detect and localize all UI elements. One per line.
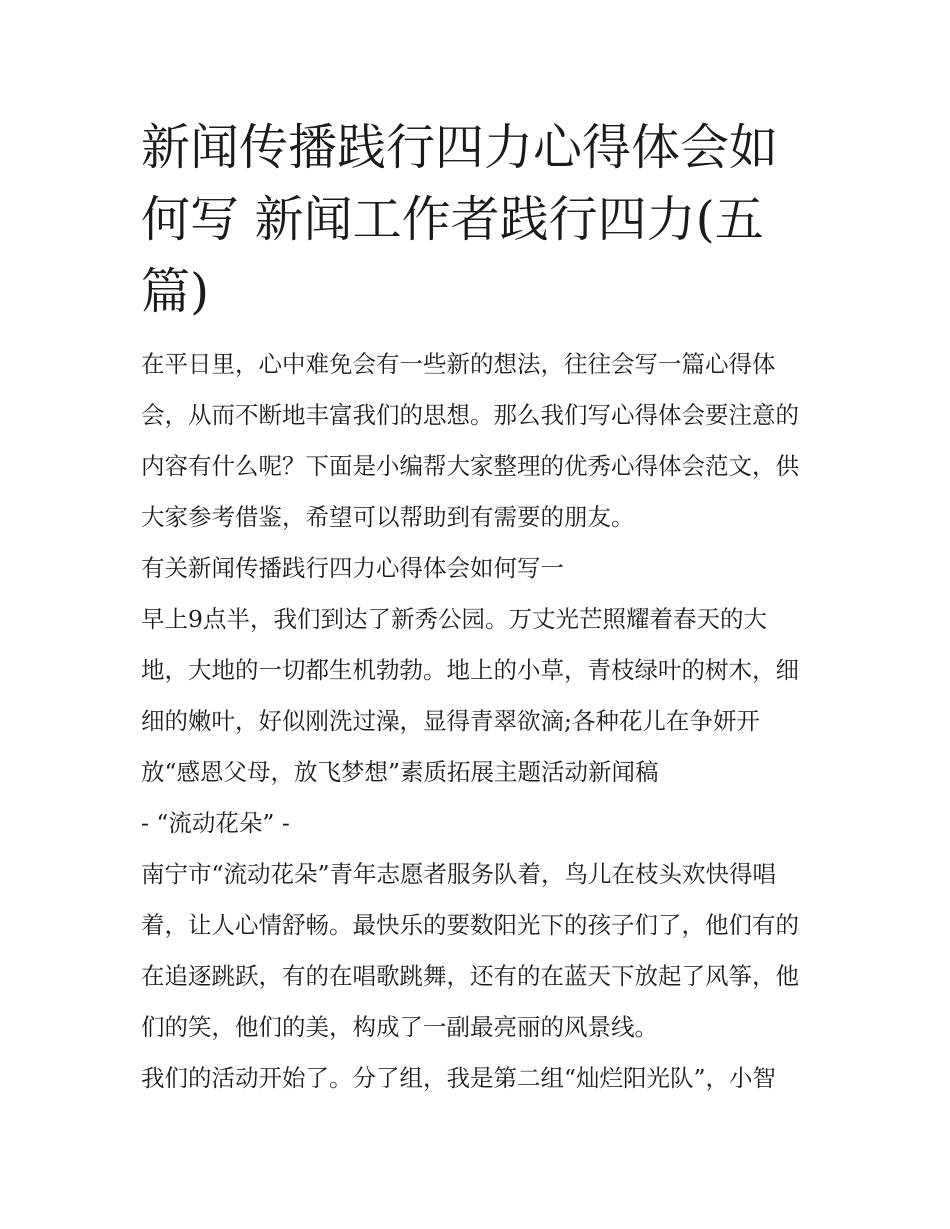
section-heading: 有关新闻传播践行四力心得体会如何写一	[141, 554, 564, 582]
body-paragraph: 我们的活动开始了。分了组，我是第二组“灿烂阳光队”，小智	[141, 1064, 777, 1092]
body-paragraph: 早上9点半，我们到达了新秀公园。万丈光芒照耀着春天的大地，大地的一切都生机勃勃。地上的小草，青枝绿叶的树木，细细的嫩叶，好似刚洗过澡，显得青翠欲滴;各种花儿在争妍开放“感恩父母，放飞梦想”素质拓展主题活动新闻稿	[141, 605, 799, 786]
document-body	[141, 339, 813, 1104]
document-page	[141, 112, 813, 1104]
subheading-paragraph: - “流动花朵” -	[141, 809, 290, 837]
body-paragraph: 南宁市“流动花朵”青年志愿者服务队着，鸟儿在枝头欢快得唱着，让人心情舒畅。最快乐的要数阳光下的孩子们了，他们有的在追逐跳跃，有的在唱歌跳舞，还有的在蓝天下放起了风筝，他们的笑，他们的美，构成了一副最亮丽的风景线。	[141, 860, 799, 1041]
document-title: 新闻传播践行四力心得体会如何写 新闻工作者践行四力(五篇)	[141, 119, 779, 320]
intro-paragraph: 在平日里，心中难免会有一些新的想法，往往会写一篇心得体会，从而不断地丰富我们的思想。那么我们写心得体会要注意的内容有什么呢？下面是小编帮大家整理的优秀心得体会范文，供大家参考借鉴，希望可以帮助到有需要的朋友。	[141, 350, 799, 531]
